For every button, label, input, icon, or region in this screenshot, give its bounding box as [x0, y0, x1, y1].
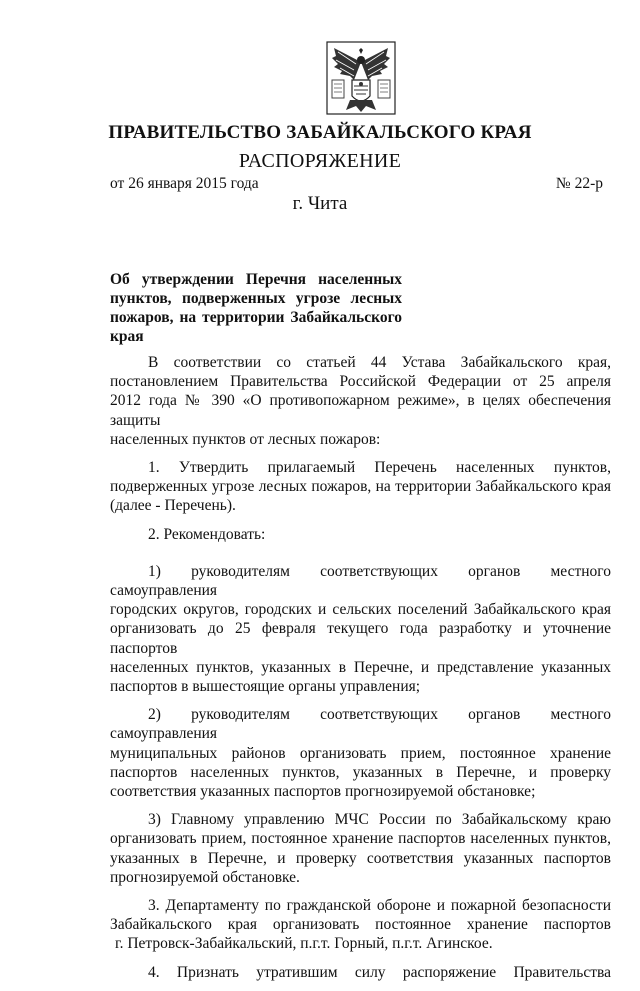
paragraph-item-2-1: [110, 562, 611, 696]
paragraph-item-2: [110, 525, 611, 544]
document-body: [110, 353, 611, 991]
body-line: организовать до 25 февраля текущего года разработку и уточнение паспортов: [110, 620, 611, 657]
paragraph-preamble: [110, 353, 611, 449]
body-line: 2012 года № 390 «О противопожарном режиме», в целях обеспечения защиты: [110, 392, 611, 429]
body-line: соответствия указанных паспортов прогнозируемой обстановке;: [110, 783, 536, 801]
document-number: № 22-р: [555, 175, 603, 192]
body-line: населенных пунктов, указанных в Перечне, и представление указанных: [110, 658, 611, 676]
document-subject: [110, 270, 402, 346]
coat-of-arms-emblem: [326, 40, 396, 116]
organization-title: ПРАВИТЕЛЬСТВО ЗАБАЙКАЛЬСКОГО КРАЯ: [108, 122, 532, 143]
body-line: (далее - Перечень).: [110, 497, 236, 515]
body-line: 2. Рекомендовать:: [148, 525, 266, 543]
document-date: от 26 января 2015 года: [110, 175, 259, 192]
subject-line: пожаров, на территории Забайкальского края: [110, 309, 402, 345]
body-line: паспортов населенных пунктов, указанных в Перечне, и проверку: [110, 763, 611, 781]
document-type: РАСПОРЯЖЕНИЕ: [238, 150, 402, 172]
body-line: паспортов в вышестоящие органы управления;: [110, 678, 421, 696]
paragraph-item-4: [110, 963, 611, 982]
eagle-emblem-icon: [326, 40, 396, 116]
body-line: организовать прием, постоянное хранение паспортов населенных пунктов,: [110, 830, 611, 848]
body-line: 1. Утвердить прилагаемый Перечень населенных пунктов,: [148, 459, 611, 477]
body-line: населенных пунктов от лесных пожаров:: [110, 430, 381, 448]
paragraph-item-1: [110, 458, 611, 516]
body-line: подверженных угрозе лесных пожаров, на территории Забайкальского края: [110, 478, 611, 496]
body-line: 1) руководителям соответствующих органов местного самоуправления: [110, 562, 611, 600]
body-line: городских округов, городских и сельских поселений Забайкальского края: [110, 601, 611, 619]
body-line: 3. Департаменту по гражданской обороне и пожарной безопасности: [148, 897, 611, 915]
paragraph-item-2-2: [110, 705, 611, 801]
subject-line: Об утверждении Перечня населенных: [110, 271, 402, 288]
body-line: муниципальных районов организовать прием, постоянное хранение: [110, 744, 611, 762]
body-line: 3) Главному управлению МЧС России по Забайкальскому краю: [148, 811, 611, 829]
body-line: постановлением Правительства Российской Федерации от 25 апреля: [110, 373, 611, 391]
body-line: 4. Признать утратившим силу распоряжение Правительства: [148, 963, 611, 981]
subject-line: пунктов, подверженных угрозе лесных: [110, 290, 402, 307]
body-line: В соответствии со статьей 44 Устава Забайкальского края,: [148, 354, 611, 371]
body-line: 2) руководителям соответствующих органов местного самоуправления: [110, 706, 611, 743]
document-city: г. Чита: [292, 193, 348, 214]
body-line: Забайкальского края организовать постоянное хранение паспортов: [110, 916, 611, 934]
body-line: указанных в Перечне, и проверку соответствия указанных паспортов: [110, 849, 611, 867]
body-line: г. Петровск-Забайкальский, п.г.т. Горный, п.г.т. Агинское.: [115, 935, 493, 953]
paragraph-item-2-3: [110, 810, 611, 887]
body-line: прогнозируемой обстановке.: [110, 868, 300, 886]
